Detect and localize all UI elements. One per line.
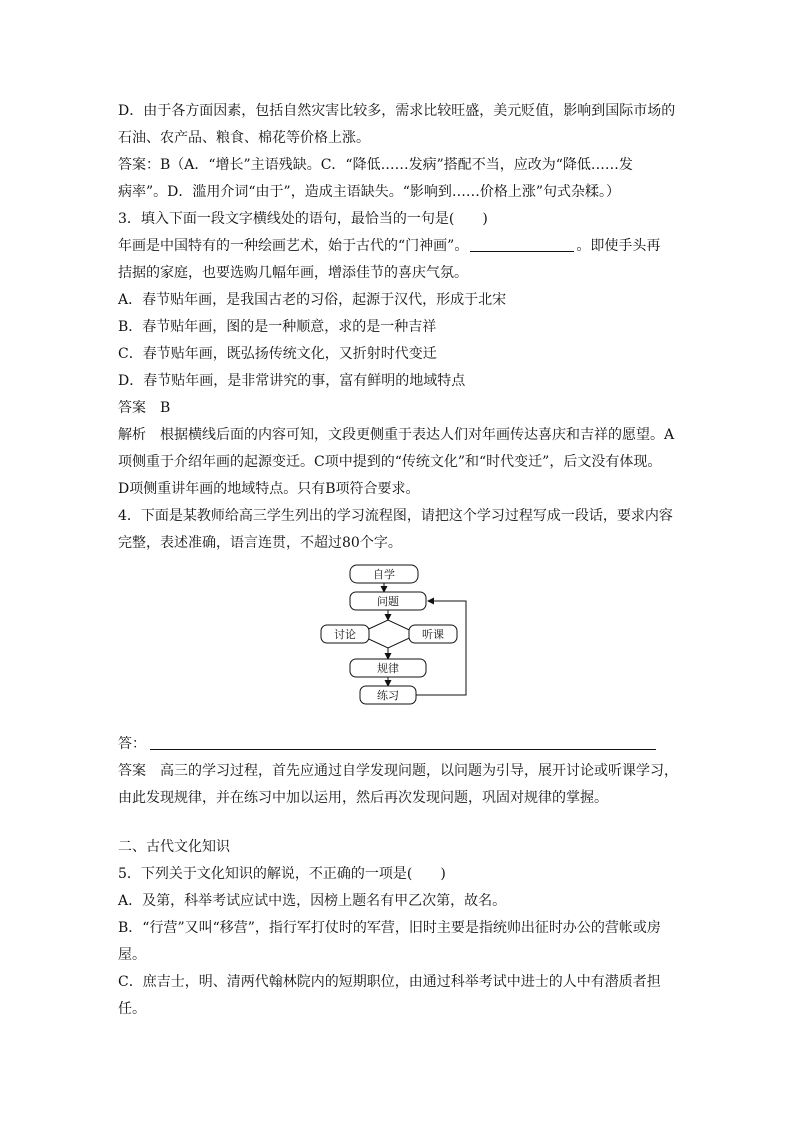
q3-passage-line2: 拮据的家庭，也要选购几幅年画，增添佳节的喜庆气氛。: [118, 265, 468, 281]
flowchart-svg: [118, 561, 678, 731]
q4-answer-label: 答：: [118, 736, 146, 752]
learning-flowchart: [118, 561, 678, 731]
q3-option-c: C．春节贴年画，既弘扬传统文化，又折射时代变迁: [118, 346, 437, 362]
q5-option-c: C．庶吉士，明、清两代翰林院内的短期职位，由通过科举考试中进士的人中有潜质者担任。: [118, 974, 661, 1017]
q2-answer-line2: 病率”。D．滥用介词“由于”，造成主语缺失。“影响到……价格上涨”句式杂糅。）: [118, 184, 621, 200]
q2-answer-line1: 答案：B（A．“增长”主语残缺。C．“降低……发病”搭配不当，应改为“降低……发: [118, 157, 633, 173]
q4-answer-line2: 由此发现规律，并在练习中加以运用，然后再次发现问题，巩固对规律的掌握。: [118, 790, 608, 806]
problem-label: 问题: [377, 595, 399, 608]
q3-option-a: A．春节贴年画，是我国古老的习俗，起源于汉代，形成于北宋: [118, 292, 507, 308]
document-page: [118, 98, 678, 1023]
q3-analysis-line1: 解析 根据横线后面的内容可知，文段更侧重于表达人们对年画传达喜庆和吉祥的愿望。A: [118, 427, 675, 443]
rule-label: 规律: [377, 662, 399, 675]
q3-passage-line1: [118, 233, 678, 260]
q3-analysis-line2: 项侧重于介绍年画的起源变迁。C项中提到的“传统文化”和“时代变迁”，后文没有体现。: [118, 454, 662, 470]
q5-stem: 5．下列关于文化知识的解说，不正确的一项是( ): [118, 866, 446, 882]
q2-option-d-line2: 石油、农产品、粮食、棉花等价格上涨。: [118, 130, 370, 146]
q3-option-b: B．春节贴年画，图的是一种顺意，求的是一种吉祥: [118, 319, 437, 335]
q5-option-b-line2: 屋。: [118, 947, 146, 963]
q4-answer-line: [118, 731, 678, 758]
q3-answer: 答案 B: [118, 400, 171, 416]
q3-stem: 3．填入下面一段文字横线处的语句，最恰当的一句是( ): [118, 211, 488, 227]
arrow-practice-problem-loop: [416, 601, 466, 695]
discuss-label: 讨论: [334, 628, 356, 641]
q4-stem-line1: 4．下面是某教师给高三学生列出的学习流程图，请把这个学习过程写成一段话，要求内容: [118, 508, 673, 524]
q5-option-a: A．及第，科举考试应试中选，因榜上题名有甲乙次第，故名。: [118, 893, 507, 909]
fill-blank: [470, 235, 574, 252]
section2-heading: 二、古代文化知识: [118, 839, 230, 855]
section-gap: [118, 812, 678, 834]
q3-analysis-line3: D项侧重讲年画的地域特点。只有B项符合要求。: [118, 481, 420, 497]
q5-option-b-line1: B．“行营”又叫“移营”，指行军打仗时的军营，旧时主要是指统帅出征时办公的营帐或房: [118, 920, 661, 936]
lecture-label: 听课: [422, 628, 444, 641]
q3-passage-before: 年画是中国特有的一种绘画艺术，始于古代的“门神画”。: [118, 238, 469, 254]
q4-stem-line2: 完整，表述准确，语言连贯，不超过80个字。: [118, 535, 402, 551]
practice-label: 练习: [377, 689, 399, 702]
answer-blank-line: [150, 733, 656, 750]
q3-passage-after: 。即使手头再: [576, 238, 661, 254]
q4-answer-line1: 答案 高三的学习过程，首先应通过自学发现问题，以问题为引导，展开讨论或听课学习，: [118, 763, 678, 779]
q2-option-d-line1: D．由于各方面因素，包括自然灾害比较多，需求比较旺盛，美元贬值，影响到国际市场的: [118, 103, 676, 119]
q3-option-d: D．春节贴年画，是非常讲究的事，富有鲜明的地域特点: [118, 373, 466, 389]
self-study-label: 自学: [373, 568, 395, 581]
